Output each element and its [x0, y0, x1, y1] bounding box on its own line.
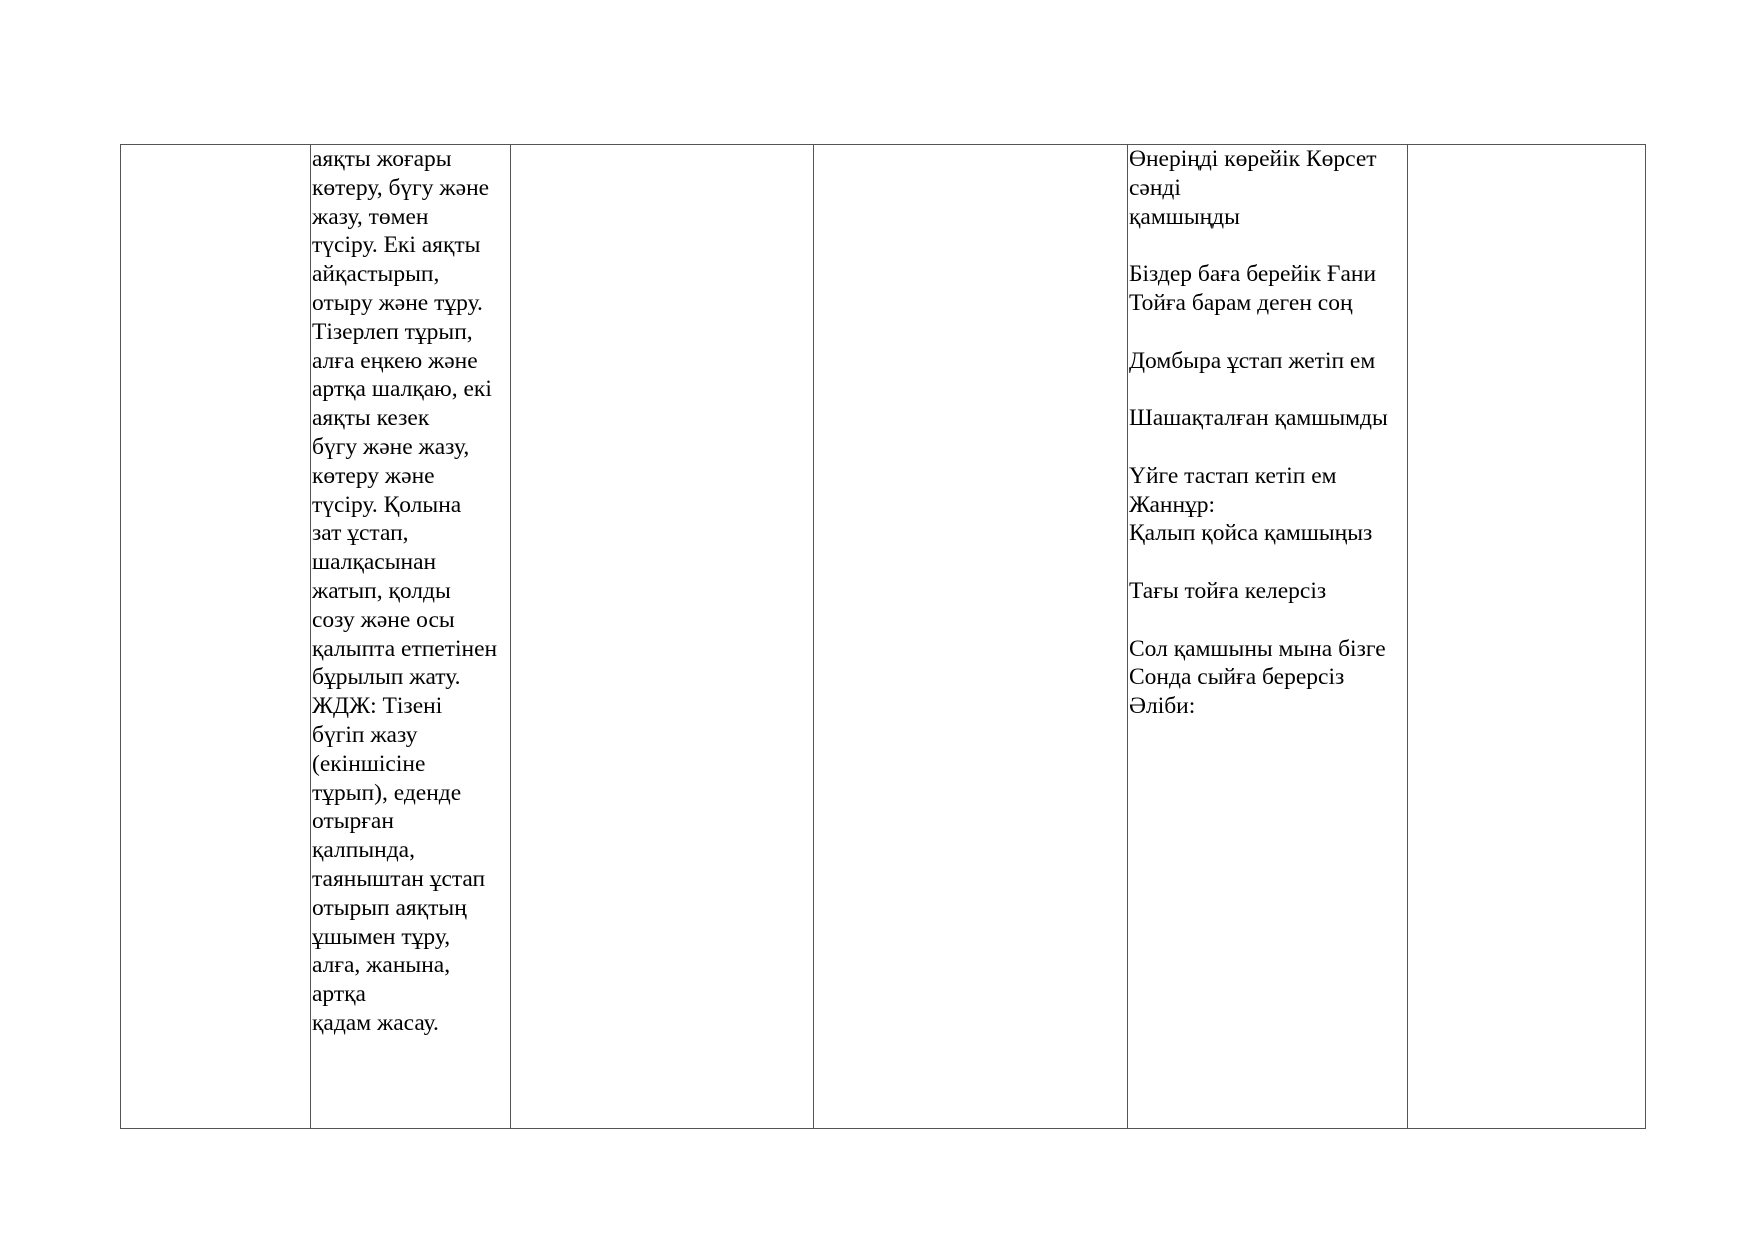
song-text — [1129, 145, 1407, 721]
exercise-line: отыру және тұру. — [312, 289, 483, 316]
exercise-line: отырған — [312, 808, 394, 835]
exercise-line: жатып, қолды — [312, 577, 451, 604]
song-line: Домбыра ұстап жетіп ем — [1129, 347, 1376, 374]
table-cell-song — [1128, 145, 1408, 1129]
exercise-line: аяқты кезек — [312, 405, 430, 432]
exercise-line: артқа шалқаю, екі — [312, 376, 492, 403]
table-cell-6 — [1408, 145, 1646, 1129]
table-row — [121, 145, 1646, 1129]
exercise-line: таяныштан ұстап — [312, 865, 486, 892]
lesson-plan-table — [120, 144, 1646, 1129]
song-line: Шашақталған қамшымды — [1129, 405, 1388, 432]
table-cell-3 — [511, 145, 814, 1129]
exercise-line: алға, жанына, — [312, 952, 451, 979]
exercise-line: артқа — [312, 981, 366, 1008]
song-line — [1129, 375, 1407, 404]
exercise-line: аяқты жоғары — [312, 146, 452, 172]
song-line: Әліби: — [1129, 693, 1196, 720]
exercise-line: қалпында, — [312, 837, 415, 864]
exercise-line: ұшымен тұру, — [312, 923, 451, 950]
exercise-line: түсіру. Екі аяқты — [312, 232, 481, 259]
exercise-line: бүгіп жазу — [312, 721, 418, 748]
song-line — [1129, 433, 1407, 462]
exercise-line: қалыпта етпетінен — [312, 635, 498, 662]
exercise-line: тұрып), еденде — [312, 779, 462, 806]
exercise-line: шалқасынан — [312, 549, 437, 576]
exercise-line: Тізерлеп тұрып, — [312, 318, 473, 345]
song-line — [1129, 318, 1407, 347]
song-line: Тойға барам деген соң — [1129, 289, 1353, 316]
song-line: Сол қамшыны мына бізге — [1129, 635, 1386, 662]
song-line: қамшыңды — [1129, 203, 1240, 230]
song-line: Тағы тойға келерсіз — [1129, 577, 1327, 604]
exercise-line: қадам жасау. — [312, 1009, 439, 1036]
exercise-line: жазу, төмен — [312, 203, 429, 230]
exercise-text — [312, 145, 510, 1038]
song-line — [1129, 231, 1407, 260]
exercise-line: көтеру және — [312, 462, 435, 489]
song-line: Үйге тастап кетіп ем — [1129, 462, 1337, 489]
song-line: Жаннұр: — [1129, 491, 1216, 518]
song-line — [1129, 548, 1407, 577]
exercise-line: бұрылып жату. — [312, 664, 461, 691]
song-line — [1129, 606, 1407, 635]
exercise-line: көтеру, бүгу және — [312, 174, 490, 201]
exercise-line: бүгу және жазу, — [312, 433, 470, 460]
exercise-line: отырып аяқтың — [312, 894, 467, 921]
exercise-line: (екіншісіне — [312, 750, 426, 777]
exercise-line: созу және осы — [312, 606, 455, 633]
exercise-line: алға еңкею және — [312, 347, 478, 374]
song-line: Біздер баға берейік Ғани — [1129, 261, 1377, 288]
song-line: Өнеріңді көрейік Көрсет — [1129, 146, 1377, 172]
exercise-line: ЖДЖ: Тізені — [312, 693, 443, 720]
exercise-line: айқастырып, — [312, 261, 440, 288]
table-cell-exercises — [311, 145, 511, 1129]
exercise-line: зат ұстап, — [312, 520, 409, 547]
exercise-line: түсіру. Қолына — [312, 491, 462, 518]
song-line: Қалып қойса қамшыңыз — [1129, 520, 1373, 547]
song-line: Сонда сыйға берерсіз — [1129, 664, 1345, 691]
song-line: сәнді — [1129, 174, 1181, 201]
table-cell-1 — [121, 145, 311, 1129]
table-cell-4 — [814, 145, 1128, 1129]
